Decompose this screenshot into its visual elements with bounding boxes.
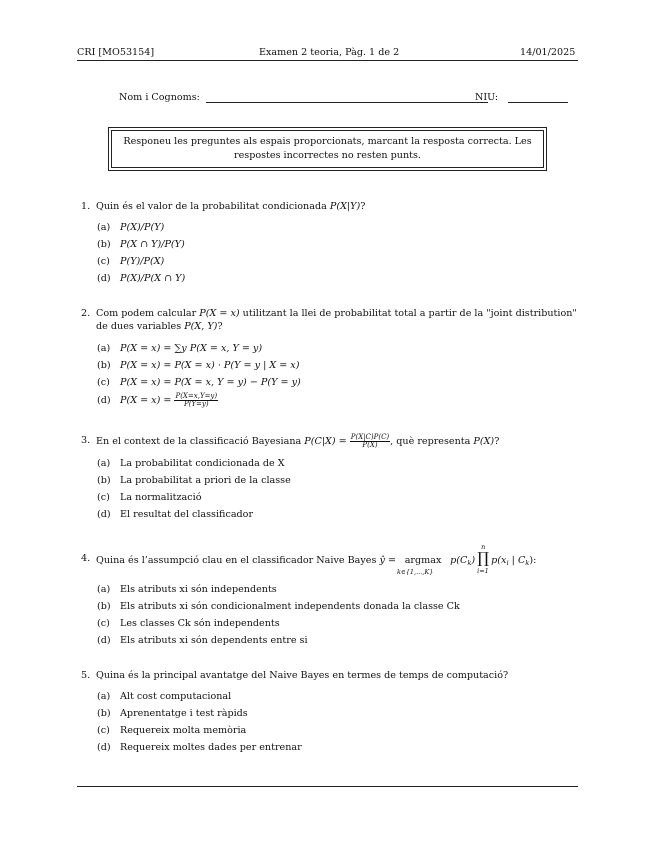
question-1-text: Quin és el valor de la probabilitat condicionada xyxy=(96,201,330,212)
prior-term: p(C xyxy=(450,555,468,566)
option-text: La probabilitat a priori de la classe xyxy=(120,475,291,486)
fraction-numerator: P(X=x,Y=y) xyxy=(175,392,218,400)
likelihood-subscript2: k xyxy=(525,559,530,567)
option-5c[interactable] xyxy=(97,724,246,737)
product-lower: i=1 xyxy=(477,567,489,575)
option-2d[interactable] xyxy=(97,393,218,408)
question-3 xyxy=(81,434,581,447)
argmax-operator xyxy=(397,554,447,576)
question-2-math2: P(X, Y) xyxy=(184,321,218,332)
question-3-text: En el context de la classificació Bayesiana xyxy=(96,436,305,447)
option-text: P(X)/P(Y) xyxy=(120,222,165,233)
option-2a[interactable] xyxy=(97,342,262,355)
option-text: Els atributs xi són condicionalment independents donada la classe Ck xyxy=(120,601,460,612)
option-label: (d) xyxy=(97,509,111,520)
question-2-math1: P(X = x) xyxy=(199,308,240,319)
option-text: P(Y)/P(X) xyxy=(120,256,165,267)
likelihood-subscript: i xyxy=(506,559,509,567)
question-2-text1: Com podem calcular xyxy=(96,308,200,319)
header-exam: Examen 2 teoria, Pàg. 1 de 2 xyxy=(259,47,400,58)
option-text: P(X ∩ Y)/P(Y) xyxy=(120,239,185,250)
option-label: (d) xyxy=(97,395,111,406)
footer-rule xyxy=(77,786,578,787)
option-2b[interactable] xyxy=(97,359,299,372)
option-text: P(X = x) = xyxy=(120,395,172,406)
option-5d[interactable] xyxy=(97,741,302,754)
question-3-number: 3. xyxy=(81,435,91,446)
option-text: La normalització xyxy=(120,492,202,503)
prior-subscript: k xyxy=(467,559,472,567)
option-label: (b) xyxy=(97,601,111,612)
product-symbol: ∏ xyxy=(477,549,490,567)
fraction-numerator: P(X|C)P(C) xyxy=(350,433,390,441)
option-text: Requereix moltes dades per entrenar xyxy=(120,742,302,753)
option-text: Els atributs xi són dependents entre si xyxy=(120,635,308,646)
header-rule xyxy=(77,60,578,61)
question-4: 4. Quina és l’assumpció clau en el classificador Naive Bayes ŷ = argmax k∈{1,...,K} $p(C_k)$ n ∏ i=1 $p(x_i$ | $C_k$): xyxy=(81,552,581,565)
question-4-end: ): xyxy=(529,555,537,566)
option-label: (b) xyxy=(97,360,111,371)
header-course: CRI [MO53154] xyxy=(77,47,155,58)
option-5b[interactable] xyxy=(97,707,248,720)
question-5-number: 5. xyxy=(81,670,91,681)
argmax-subscript: k∈{1,...,K} xyxy=(397,568,434,576)
option-label: (c) xyxy=(97,618,110,629)
name-field[interactable] xyxy=(206,102,488,103)
question-2-text4: ? xyxy=(217,321,223,332)
option-label: (c) xyxy=(97,492,110,503)
option-5a[interactable] xyxy=(97,690,231,703)
niu-field[interactable] xyxy=(508,102,568,103)
likelihood-term: p(x xyxy=(491,555,507,566)
option-text: Els atributs xi són independents xyxy=(120,584,277,595)
fraction-denominator: P(Y=y) xyxy=(183,400,209,408)
option-1b[interactable] xyxy=(97,238,185,251)
question-5-text: Quina és la principal avantatge del Naive Bayes en termes de temps de computació? xyxy=(96,670,509,681)
option-label: (a) xyxy=(97,584,111,595)
question-2-number: 2. xyxy=(81,308,91,319)
option-text: Alt cost computacional xyxy=(120,691,232,702)
question-4-number: 4. xyxy=(81,553,91,564)
option-3b[interactable] xyxy=(97,474,291,487)
question-1-math: P(X|Y) xyxy=(329,201,361,212)
option-3c[interactable] xyxy=(97,491,201,504)
question-4-text: Quina és l’assumpció clau en el classificador Naive Bayes xyxy=(96,555,380,566)
question-1 xyxy=(81,200,581,213)
question-3-end: ? xyxy=(494,436,500,447)
header-date: 14/01/2025 xyxy=(520,47,576,58)
option-label: (c) xyxy=(97,377,110,388)
option-4b[interactable] xyxy=(97,600,460,613)
name-label: Nom i Cognoms: xyxy=(119,92,200,103)
instructions-line2: respostes incorrectes no resten punts. xyxy=(234,150,421,161)
question-3-lhs: P(C|X) = xyxy=(304,436,350,447)
question-4-yhat: ŷ = xyxy=(379,555,400,566)
option-4d[interactable] xyxy=(97,634,308,647)
instructions-line1: Responeu les preguntes als espais proporcionats, marcant la resposta correcta. Les xyxy=(123,136,532,147)
option-label: (a) xyxy=(97,691,111,702)
instructions-box xyxy=(108,127,547,171)
option-text: P(X = x) = P(X = x, Y = y) − P(Y = y) xyxy=(120,377,301,388)
option-3a[interactable] xyxy=(97,457,285,470)
option-text: El resultat del classificador xyxy=(120,509,254,520)
option-text: La probabilitat condicionada de X xyxy=(120,458,285,469)
option-label: (a) xyxy=(97,222,111,233)
option-label: (d) xyxy=(97,273,111,284)
question-3-math: P(X) xyxy=(473,436,495,447)
question-2 xyxy=(81,307,581,332)
option-2c[interactable] xyxy=(97,376,301,389)
option-label: (d) xyxy=(97,635,111,646)
option-text: P(X = x) = P(X = x) · P(Y = y | X = x) xyxy=(120,360,300,371)
option-2d-fraction xyxy=(174,393,218,408)
option-4c[interactable] xyxy=(97,617,280,630)
option-text: Les classes Ck són independents xyxy=(120,618,280,629)
question-1-number: 1. xyxy=(81,201,91,212)
option-3d[interactable] xyxy=(97,508,253,521)
product-upper: n xyxy=(481,543,486,551)
product-operator xyxy=(475,543,491,575)
option-text: Requereix molta memòria xyxy=(120,725,247,736)
option-label: (c) xyxy=(97,725,110,736)
option-label: (a) xyxy=(97,458,111,469)
option-1d[interactable] xyxy=(97,272,185,285)
question-5 xyxy=(81,669,581,682)
option-1a[interactable] xyxy=(97,221,164,234)
question-2-text3: de dues variables xyxy=(96,321,185,332)
question-3-fraction xyxy=(350,434,390,449)
option-1c[interactable] xyxy=(97,255,164,268)
option-text: Aprenentatge i test ràpids xyxy=(120,708,248,719)
question-2-text2: utilitzant la llei de probabilitat total a partir de la "joint distribution" xyxy=(239,308,577,319)
question-1-end: ? xyxy=(360,201,366,212)
question-3-mid: , què representa xyxy=(390,436,474,447)
niu-label: NIU: xyxy=(475,92,499,103)
likelihood-mid: | C xyxy=(508,555,526,566)
fraction-denominator: P(X) xyxy=(362,441,378,449)
argmax-label: argmax xyxy=(404,555,442,566)
option-label: (b) xyxy=(97,475,111,486)
option-text: P(X)/P(X ∩ Y) xyxy=(120,273,186,284)
option-label: (d) xyxy=(97,742,111,753)
option-label: (b) xyxy=(97,239,111,250)
option-label: (c) xyxy=(97,256,110,267)
option-text: P(X = x) = ∑y P(X = x, Y = y) xyxy=(120,343,263,354)
option-label: (a) xyxy=(97,343,111,354)
option-4a[interactable] xyxy=(97,583,277,596)
option-label: (b) xyxy=(97,708,111,719)
